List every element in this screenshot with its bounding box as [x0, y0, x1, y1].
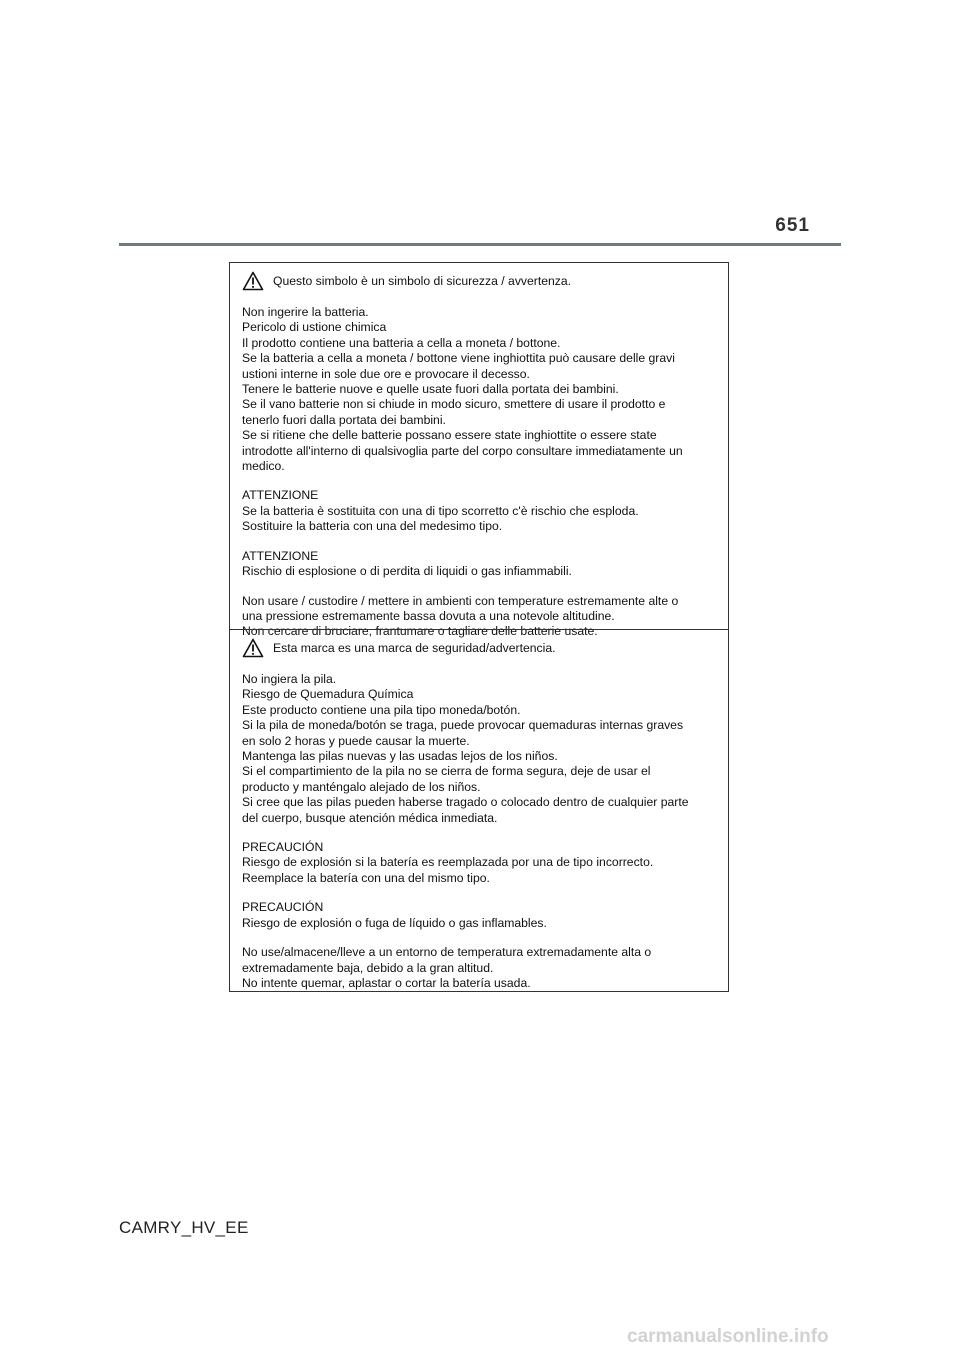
text-line: Mantenga las pilas nuevas y las usadas lejos de los niños.: [242, 749, 558, 764]
italian-explosion-caution: [242, 549, 716, 580]
text-line: Reemplace la batería con una del mismo tipo.: [242, 870, 490, 885]
watermark: carmanualsonline.info: [627, 1326, 829, 1347]
text-line: una pressione estremamente bassa dovuta a una notevole altitudine.: [242, 608, 615, 623]
text-line: Este producto contiene una pila tipo moneda/botón.: [242, 702, 521, 717]
text-line: tenerlo fuori dalla portata dei bambini.: [242, 412, 446, 427]
text-line: medico.: [242, 459, 285, 474]
italian-replacement-caution: [242, 488, 716, 534]
text-line: producto y manténgalo alejado de los niños.: [242, 779, 481, 794]
spanish-warning-heading: [242, 636, 716, 660]
text-line: Tenere le batterie nuove e quelle usate fuori dalla portata dei bambini.: [242, 382, 619, 397]
text-line: Se si ritiene che delle batterie possano essere state inghiottite o essere state: [242, 428, 657, 443]
battery-warning-box: [229, 262, 729, 992]
text-line: Si el compartimiento de la pila no se cierra de forma segura, deje de usar el: [242, 764, 651, 779]
caution-title: PRECAUCIÓN: [242, 900, 324, 915]
page-number: 651: [775, 215, 810, 236]
italian-ingestion-warning: [242, 305, 716, 474]
text-line: Riesgo de Quemadura Química: [242, 687, 414, 702]
text-line: Se la batteria è sostituita con una di tipo scorretto c'è rischio che esploda.: [242, 503, 639, 518]
text-line: extremadamente baja, debido a la gran altitud.: [242, 960, 494, 975]
spanish-explosion-caution: [242, 900, 716, 931]
document-code: CAMRY_HV_EE: [119, 1218, 249, 1237]
text-line: No use/almacene/lleve a un entorno de temperatura extremadamente alta o: [242, 945, 652, 960]
text-line: Non usare / custodire / mettere in ambienti con temperature estremamente alte o: [242, 593, 679, 608]
spanish-ingestion-warning: [242, 672, 716, 826]
text-line: Si la pila de moneda/botón se traga, puede provocar quemaduras internas graves: [242, 718, 684, 733]
text-line: Non ingerire la batteria.: [242, 305, 369, 319]
text-line: Se il vano batterie non si chiude in modo sicuro, smettere di usare il prodotto e: [242, 397, 666, 412]
caution-title: PRECAUCIÓN: [242, 840, 324, 855]
warning-triangle-icon: [242, 271, 264, 291]
caution-title: ATTENZIONE: [242, 548, 319, 563]
italian-warning-heading: [242, 269, 716, 293]
spanish-temperature-warning: [242, 945, 716, 991]
text-line: Pericolo di ustione chimica: [242, 320, 387, 335]
italian-heading-text: Questo simbolo è un simbolo di sicurezza / avvertenza.: [273, 274, 572, 288]
text-line: Non cercare di bruciare, frantumare o tagliare delle batterie usate.: [242, 624, 598, 639]
text-line: ustioni interne in sole due ore e provocare il decesso.: [242, 366, 530, 381]
text-line: del cuerpo, busque atención médica inmediata.: [242, 810, 498, 825]
text-line: No intente quemar, aplastar o cortar la batería usada.: [242, 975, 531, 990]
text-line: Si cree que las pilas pueden haberse tragado o colocado dentro de cualquier parte: [242, 795, 689, 810]
text-line: Sostituire la batteria con una del medesimo tipo.: [242, 519, 503, 534]
text-line: Riesgo de explosión o fuga de líquido o gas inflamables.: [242, 915, 547, 930]
italian-warning-section: [230, 263, 728, 639]
spanish-warning-section: [230, 629, 728, 991]
spanish-replacement-caution: [242, 840, 716, 886]
text-line: en solo 2 horas y puede causar la muerte.: [242, 733, 470, 748]
text-line: Riesgo de explosión si la batería es reemplazada por una de tipo incorrecto.: [242, 855, 654, 870]
warning-triangle-icon: [242, 638, 264, 658]
text-line: Se la batteria a cella a moneta / bottone viene inghiottita può causare delle gravi: [242, 351, 675, 366]
text-line: No ingiera la pila.: [242, 672, 337, 686]
text-line: introdotte all'interno di qualsivoglia parte del corpo consultare immediatamente un: [242, 443, 683, 458]
caution-title: ATTENZIONE: [242, 488, 319, 503]
text-line: Rischio di esplosione o di perdita di liquidi o gas infiammabili.: [242, 564, 572, 579]
spanish-heading-text: Esta marca es una marca de seguridad/advertencia.: [273, 641, 556, 655]
text-line: Il prodotto contiene una batteria a cella a moneta / bottone.: [242, 335, 561, 350]
header-rule: [119, 243, 841, 246]
